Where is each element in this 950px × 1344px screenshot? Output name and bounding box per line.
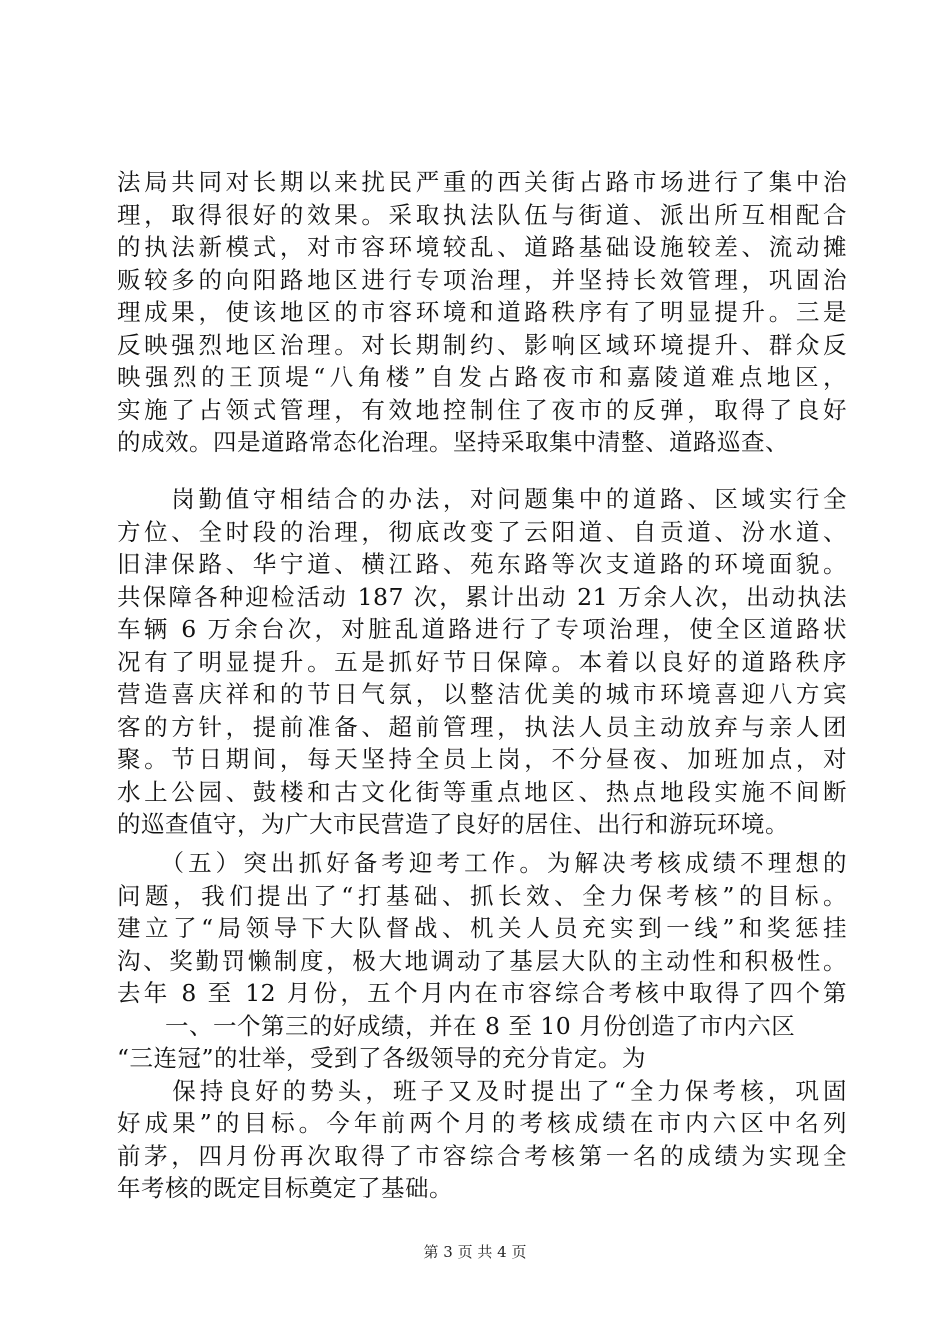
text-line: 实施了占领式管理，有效地控制住了夜市的反弹，取得了良好 bbox=[117, 395, 847, 424]
text-line: 理，取得很好的效果。采取执法队伍与街道、派出所互相配合 bbox=[117, 200, 847, 229]
text-line: 聚。节日期间，每天坚持全员上岗，不分昼夜、加班加点，对 bbox=[117, 745, 847, 773]
text-line: 映强烈的王顶堤“八角楼”自发占路夜市和嘉陵道难点地区， bbox=[117, 363, 847, 391]
text-line: 车辆 6 万余台次，对脏乱道路进行了专项治理，使全区道路状 bbox=[117, 615, 847, 643]
paragraph-1 bbox=[117, 166, 847, 459]
text-line: 水上公园、鼓楼和古文化街等重点地区、热点地段实施不间断 bbox=[117, 777, 847, 806]
text-line: 况有了明显提升。五是抓好节日保障。本着以良好的道路秩序 bbox=[117, 647, 847, 676]
page-footer: 第 3 页 共 4 页 bbox=[423, 1243, 527, 1261]
text-line: 前茅，四月份再次取得了市容综合考核第一名的成绩为实现全 bbox=[117, 1141, 847, 1170]
text-line: 岗勤值守相结合的办法，对问题集中的道路、区域实行全 bbox=[117, 485, 847, 513]
text-line: 沟、奖勤罚懒制度，极大地调动了基层大队的主动性和积极性。 bbox=[117, 946, 847, 975]
text-line: 的巡查值守，为广大市民营造了良好的居住、出行和游玩环境。 bbox=[117, 810, 789, 838]
text-line: 好成果”的目标。今年前两个月的考核成绩在市内六区中名列 bbox=[117, 1109, 847, 1137]
text-line: 保持良好的势头，班子又及时提出了“全力保考核，巩固 bbox=[117, 1076, 847, 1105]
text-line: 贩较多的向阳路地区进行专项治理，并坚持长效管理，巩固治 bbox=[117, 265, 847, 294]
text-line: 共保障各种迎检活动 187 次，累计出动 21 万余人次，出动执法 bbox=[117, 582, 847, 611]
text-line: 法局共同对长期以来扰民严重的西关街占路市场进行了集中治 bbox=[117, 168, 847, 196]
text-line: 客的方针，提前准备、超前管理，执法人员主动放弃与亲人团 bbox=[117, 712, 847, 741]
text-line: 去年 8 至 12 月份，五个月内在市容综合考核中取得了四个第 bbox=[117, 979, 847, 1007]
text-line: 一、一个第三的好成绩，并在 8 至 10 月份创造了市内六区 bbox=[117, 1011, 796, 1040]
text-line: 年考核的既定目标奠定了基础。 bbox=[117, 1174, 453, 1202]
text-line: 问题，我们提出了“打基础、抓长效、全力保考核”的目标。 bbox=[117, 881, 847, 910]
text-line: 的成效。四是道路常态化治理。坚持采取集中清整、道路巡查、 bbox=[117, 428, 789, 456]
text-line: 建立了“局领导下大队督战、机关人员充实到一线”和奖惩挂 bbox=[117, 914, 847, 942]
text-line: “三连冠”的壮举，受到了各级领导的充分肯定。为 bbox=[117, 1044, 647, 1072]
text-line: 的执法新模式，对市容环境较乱、道路基础设施较差、流动摊 bbox=[117, 233, 847, 261]
text-line: （五）突出抓好备考迎考工作。为解决考核成绩不理想的 bbox=[117, 849, 847, 877]
text-line: 营造喜庆祥和的节日气氛，以整洁优美的城市环境喜迎八方宾 bbox=[117, 680, 847, 708]
text-line: 旧津保路、华宁道、横江路、苑东路等次支道路的环境面貌。 bbox=[117, 550, 847, 578]
text-line: 反映强烈地区治理。对长期制约、影响区域环境提升、群众反 bbox=[117, 330, 847, 359]
paragraph-3 bbox=[117, 847, 847, 1205]
text-line: 理成果，使该地区的市容环境和道路秩序有了明显提升。三是 bbox=[117, 298, 847, 326]
paragraph-2 bbox=[117, 483, 847, 841]
text-line: 方位、全时段的治理，彻底改变了云阳道、自贡道、汾水道、 bbox=[117, 517, 847, 546]
